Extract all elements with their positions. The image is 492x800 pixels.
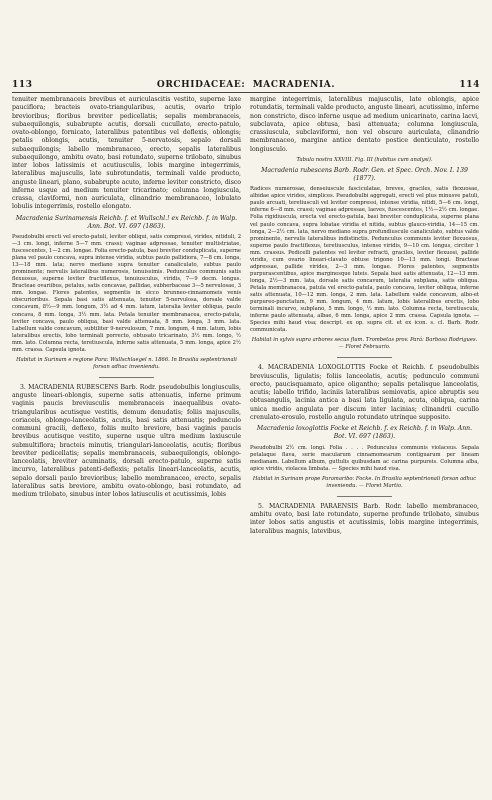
- page-number-left: 113: [12, 80, 33, 90]
- diagnosis-continuation: tenuiter membranaceis brevibus et auriculascitis vestito, superne laxe pauciflora; bracteis ovato-triangularibus, acutis, ovario triplo brevioribus; floribus breviter pedicellatis; sepalis membranaceis, subaequilongis, subabrupte acutis, dorsali cucullato, erecto-patulo, ovato-oblongo, fornicato, lateralibus patentibus vel deflexis, oblongis; petalis oblongis, acutis, tenuiter 5-nervatosis, sepalo dorsali subaequilongis; labello membranaceo, erecto, sepalis lateralibus subaequilongo, ambitu ovato, basi rotundato, superne trilobato, sinubus inter lobos latissimis et acutiusculis, lobis margine integerrimis, lateralibus majusculis, late subrotundatis, terminali valde producto, anguste lineari, plano, subabrupte acuto, inferne leviter constricto, disco inferne usque ad medium tenuiter tricarinato; columna longiuscula, crassa, claviformi, non auriculata, clinandrio membranaceo, lobulato lobulis integerrimis, rostello elongato.: [12, 96, 241, 211]
- running-header: [12, 80, 480, 90]
- description-surinamensis: Pseudobulbi erecti vel erecto-patuli, leviter obliqui, satis compressi, virides, nitiduli, 2—3 cm. longi, inferne 5—7 mm. crassi; vaginae adpressae, tenuiter multistriatae, fuscescentes, 1—2 cm. longae. Folia erecto-patula, basi breviter conduplicata, superne plana vel paulo concava, supra intense viridia, subtus paulo pallidiora, 7—8 cm. longa, 13—18 mm. lata; nervo mediano supra tenuiter canaliculato, subtus paulo prominente; nervulis lateralibus numerosis, tenuissimis. Pedunculus communis satis flexuosus, superne leviter fractiflexus, tenuiusculus, viridis, 7—9 decm. longus. Bracteae ovariibus, petalus, satis concavae, pallidae, subherbaceae 3—5 nervulosae, 3 mm. longae. Flores patentes, segmentis in sicco brunneo-cinnamomeis venis obscurioribus. Sepala basi satis attenuata, tenuiter 5-nervulosa, dorsale valde concavum, 8½—9 mm. longum, 3½ ad 4 mm. latum, lateralia leviter obliqua, paulo concava, 8 mm. longa, 3½ mm. lata. Petala tenuiter membranacea, erecto-patula, leviter concava, paulo obliqua, basi valde attenuata, 8 mm. longa, 3 mm. lata. Labellum valde concavum, subtiliter 9-nervulosum, 7 mm. longum, 4 mm. latum, lobis lateralibus erectis, lobo terminali porrecto, obtusato tricarinato, 3½ mm. longo, ½ mm. lato. Columna recta, teretiuscula, inferne satis attenuata, 5 mm. longa, apice 2½ mm. crassa. Capsula ignota.: [12, 234, 241, 353]
- running-title: [33, 80, 460, 90]
- habitat-rubescens: Habitat in sylvis supra arbores secus flum. Trombetas prov. Pará: Barbosa Rodrigues. — Floret Februario.: [251, 337, 478, 351]
- plate-reference: Tabula nostra XXVIII. Fig. III (habitus cum analysi).: [296, 156, 433, 163]
- section-divider: [337, 496, 392, 497]
- species-heading-rubescens: 3. MACRADENIA RUBESCENS Barb. Rodr. pseudobulbis longiusculis, anguste lineari-oblongis, superne satis attenuatis, inferne primum vaginis paucis breviusculis membranaceis inaequalibus ovato-triangularibus acutisque vestitis, demum denudatis; foliis majusculis, coriaceis, oblongo-lanceolatis, acutis, basi satis attenuatis; pedunculo communi gracili, deflexo, foliis multo breviore, basi vaginis paucis brevibus acutisque vestito, superne usque ultra medium laxiuscule submultiflora; bracteis minutis, triangulari-lanceolatis, acutis; floribus breviter pedicellatis; sepalis membranaceis, subaequilongis, oblongo-lanceolatis, breviter acuminatis, dorsali erecto-patulo, superne satis incurvo, lateralibus patenti-deflexis; petalis lineari-lanceolatis, acutis, sepalo dorsali paulo brevioribus; labello membranaceo, erecto, sepalis lateralibus satis breviore, ambitu ovato-oblongo, basi rotundato, ad medium trilobato, sinubus inter lobos latiusculis et acutissimis, lobis: [12, 383, 241, 499]
- left-column: [12, 96, 241, 796]
- header-rule: [12, 92, 480, 93]
- right-column: [250, 96, 479, 796]
- genus-name: MACRADENIA.: [252, 80, 336, 90]
- habitat-loxoglottis: Habitat in Surinam prope Paramaribo: Focke. In Brasilia septentrionali forsan adhuc inveniendu. — Floret Martio.: [252, 475, 477, 489]
- section-divider: [99, 377, 154, 378]
- habitat-surinamensis: Habitat in Surinam e regione Para: Wullschlaegel n. 1866. In Brasilia septentrionali forsan adhuc inveniendu.: [16, 356, 237, 370]
- page-number-right: 114: [459, 80, 480, 90]
- section-divider: [337, 357, 392, 358]
- family-name: ORCHIDACEAE:: [156, 80, 246, 90]
- citation-surinamensis: Macradenia Surinamensis Reichb. f. et Wullschl.! ex Reichb. f. in Walp. Ann. Bot. VI. 697 (1863).: [15, 214, 238, 230]
- citation-rubescens: Macradenia rubescens Barb. Rodr. Gen. et Spec. Orch. Nov. I. 139 (1877).: [261, 166, 468, 183]
- species-heading-paraensis: 5. MACRADENIA PARAENSIS Barb. Rodr. labello membranaceo, ambitu ovato, basi late rotundato, superne profunde trilobato, sinubus inter lobos satis angustis et acutissimis, lobis margine integerrimis, lateralibus magnis, latevibus,: [250, 502, 479, 535]
- species-heading-loxoglottis: 4. MACRADENIA LOXOGLOTTIS Focke et Reichb. f. pseudobulbis breviusculis, ligulatis; foliis lanceolatis, acutis; pedunculo communi erecto, paucisquamato, apice oligantho; sepalis petalisque lanceolatis, acutis; labello trifido, laciniis lateralibus semiovatis, apice abruptis seu obtusangulis, lacinia antica a basi lata ligulata, acuta, obliqua, carina unica medio angulata per discum inter lacinias; clinandrii cucullo crenulato-erosulo, rostello angulo rotundato utrinque supposito.: [250, 364, 479, 421]
- citation-loxoglottis: Macradenia loxoglottis Focke et Reichb. f. ex Reichb. f. in Walp. Ann. Bot. VI. 697 (1863).: [256, 425, 473, 441]
- description-loxoglottis: Pseudobulbi 2½ cm. longi. Folia . . . . Pedunculus communis violaceus. Sepala petalaque flava, serie macularum cinnamomearum contiguarum per lineam medianam. Labellum album, guttulis quibusdam ac carina purpureis. Columna alba, apice viridis, violacea limbata. — Species mihi haud visa.: [250, 444, 479, 472]
- diagnosis-rubescens-continuation: margine integerrimis, lateralibus majusculis, late oblongis, apice rotundatis, terminali valde producto, anguste lineari, acutissimo, inferne non constricto, disco inferne usque ad medium unicarinato, carina lacvi, subclavata, apice obtusa, basi attenuata; columna longiuscula, crassiuscula, subclaviformi, non vel obscure auriculata, clinandrio membranaceo, margine antice dentato postice denticulato, rostello longiusculo.: [250, 96, 479, 153]
- description-rubescens: Radices numerosae, denseiuscule fasciculatae, breves, graciles, satis flexuosae, albidae apice virides, simplices. Pseudobulbi aggregati, erecti vel plus minusve patuli, paulo arcuati, teretiusculi vel leviter compressi, intense viridia, nitidi, 5—6 cm. longi, inferne 6—8 mm. crassi; vaginae adpressae, laeves, fuscescentes, 1½—2½ cm. longae. Folia rigidiuscula, erecta vel erecto-patula, basi breviter conduplicata, superne plana vel paulo concava, supra lobatae viridia et nitida, subtus glauco-viridia, 14—15 cm. longa, 2—2½ cm. lata, nervo mediano supra profundiuscule canaliculato, subtus valde prominente, nervulis lateralibus indistinctis. Pedunculus communis leviter flexuosus, superne paulo fractiflexus, teretiusculus, intense viridis, 9—10 cm. longus, circiter 1 mm. crassus. Pedicelli patentes vel leviter refracti, graciles, leviter flexuosi, pallide viridis, cum ovario lineari-clavato obtuse trigono 10—13 mm. longi. Bracteae adpressae, pallide virides, 2—3 mm. longae. Flores patentes, segmentis purpurascentibus, apice marginesque luteis. Sepala basi satis attenuata, 12—13 mm. longa, 2½—3 mm. lata, dorsale satis concavum, lateralia subplana, satis obliqua. Petala membranacea, patula vel erecto-patula, paulo concava, leviter obliqua, inferne satis attenuata, 10—12 mm. longa, 2 mm. lata. Labellum valde concavum, albo-et purpureo-punctatum, 9 mm. longum, 4 mm. latum, lobis lateralibus erectis, lobo terminali incurvo, subplano, 5 mm. longo, ½ mm. lato. Columna recta, teretiuscula, inferne paulo attenuata, albae, 6 mm. longa, apice 2 mm. crassa. Capsula ignota. — Species mihi haud visa; descript. ex op. supra cit. et ex icon. s. cl. Barb. Rodr. communicata.: [250, 186, 479, 334]
